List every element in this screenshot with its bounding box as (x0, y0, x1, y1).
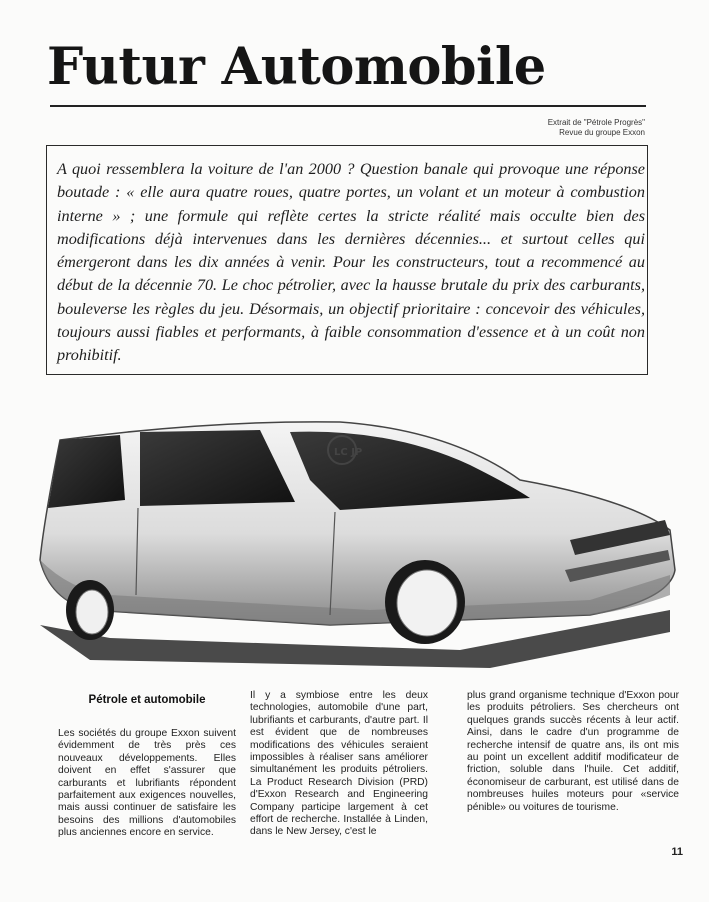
source-line-2: Revue du groupe Exxon (559, 128, 645, 137)
watermark-text: LC JP (334, 447, 363, 458)
column-1-text: Les sociétés du groupe Exxon suivent évidemment de très près ces nouveaux développements. Elles doivent en effet s'assurer que carburants et lubrifiants répondent parfaitement aux exigences nouvelles, mais aussi continuer de satisfaire les besoins des millions d'automobiles plus anciennes encore en service. (58, 728, 236, 839)
section-heading: Pétrole et automobile (88, 694, 206, 706)
source-line-1: Extrait de "Pétrole Progrès" (547, 118, 645, 127)
page-number: 11 (671, 846, 683, 858)
column-2-text: Il y a symbiose entre les deux technologies, automobile d'une part, lubrifiants et carburants, d'autre part. Il est évident que de nombreuses modifications des véhicules seraient impossibles à réaliser sans améliorer simultanément les produits pétroliers. La Product Research Division (PRD) d'Exxon Research and Engineering Company participe largement à cet effort de recherche. Installée à Linden, dans le New Jersey, c'est le (250, 690, 428, 838)
column-1 (58, 690, 236, 840)
source-credit (548, 118, 645, 138)
column-3-text: plus grand organisme technique d'Exxon pour les produits pétroliers. Ses chercheurs ont quelques grands succès récents à leur actif. Ainsi, dans le cadre d'un programme de recherche intensif de quatre ans, ils ont mis au point un excellent additif modificateur de friction, soluble dans l'huile. Cet additif, économiseur de carburant, est utilisé dans de nombreuses huiles moteurs pour «service pénible» ou voitures de tourisme. (467, 690, 679, 813)
concept-car-illustration (30, 410, 690, 680)
article-title: Futur Automobile (47, 37, 546, 97)
intro-paragraph: A quoi ressemblera la voiture de l'an 2000 ? Question banale qui provoque une réponse boutade : « elle aura quatre roues, quatre portes, un volant et un moteur à combustion interne » ; une formule qui reflète certes la stricte réalité mais occulte bien des modifications déjà intervenues dans les dernières décennies... et surtout celles qui émergeront dans les dix années à venir. Pour les constructeurs, tout a recommencé au début de la décennie 70. Le choc pétrolier, avec la hausse brutale du prix des carburants, bouleverse les règles du jeu. Désormais, un objectif prioritaire : concevoir des véhicules, toujours aussi fiables et performants, à faible consommation d'essence et à un coût non prohibitif. (57, 160, 645, 365)
title-rule (50, 105, 646, 107)
column-2 (250, 690, 428, 839)
column-3 (467, 690, 679, 814)
